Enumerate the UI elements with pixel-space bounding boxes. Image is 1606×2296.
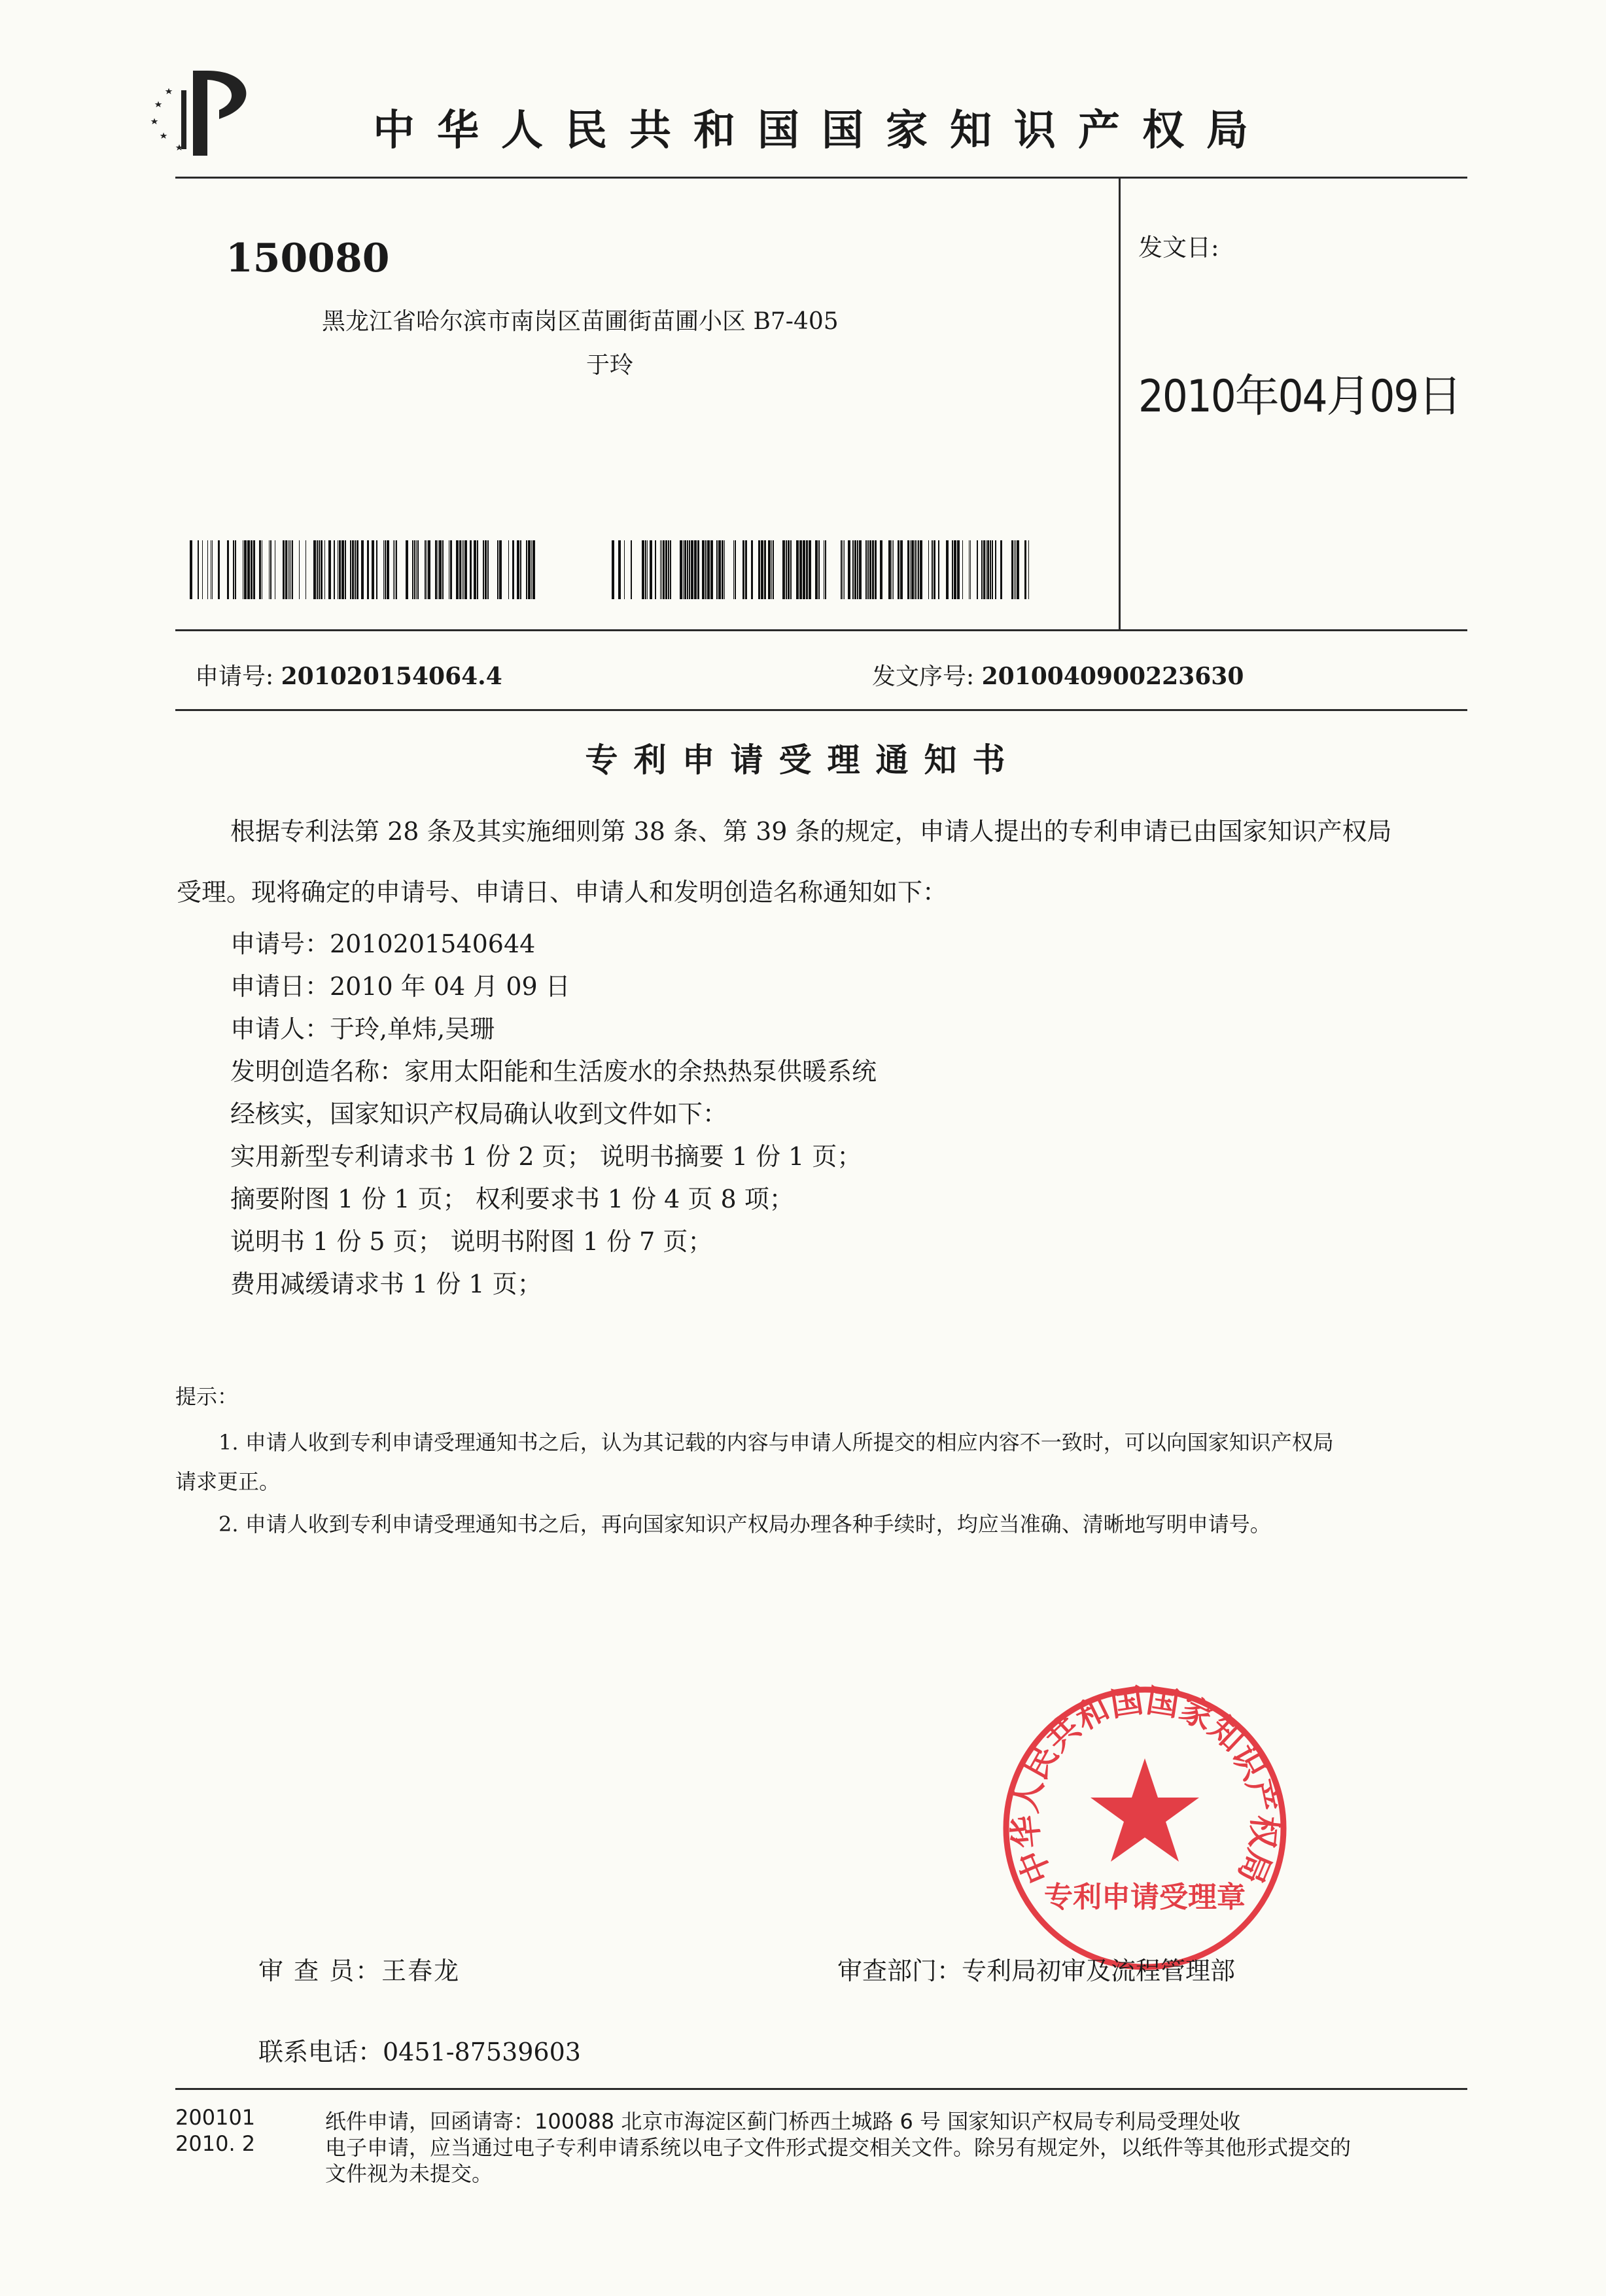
electronic-instructions: 电子申请，应当通过电子专利申请系统以电子文件形式提交相关文件。除另有规定外，以纸件等其他形式提交的 xyxy=(325,2135,1352,2160)
barcode xyxy=(612,540,1032,599)
dispatch-date-label: 发文日: xyxy=(1138,234,1219,262)
application-number-value: 201020154064.4 xyxy=(281,663,502,690)
notice-paragraph: 受理。现将确定的申请号、申请日、申请人和发明创造名称通知如下： xyxy=(177,878,948,907)
form-code: 200101 xyxy=(175,2105,256,2130)
tip-item: 1. 申请人收到专利申请受理通知书之后，认为其记载的内容与申请人所提交的相应内容不一致时，可以向国家知识产权局 xyxy=(218,1430,1334,1455)
detail-filing-date: 申请日：2010 年 04 月 09 日 xyxy=(230,972,570,1001)
header-rule xyxy=(175,177,1467,179)
barcode xyxy=(190,540,535,599)
dispatch-date-value: 2010年04月09日 xyxy=(1138,371,1461,423)
mailing-instructions: 纸件申请，回函请寄：100088 北京市海淀区蓟门桥西土城路 6 号 国家知识产权局专利局受理处收 xyxy=(325,2109,1241,2134)
examiner: 审 查 员：王春龙 xyxy=(258,1957,461,1985)
detail-applicants: 申请人：于玲,单炜,吴珊 xyxy=(230,1015,495,1043)
recipient-name: 于玲 xyxy=(586,352,634,379)
electronic-instructions-continued: 文件视为未提交。 xyxy=(325,2161,493,2186)
notice-title: 专利申请受理通知书 xyxy=(585,741,1021,779)
examination-department: 审查部门：专利局初审及流程管理部 xyxy=(837,1957,1236,1985)
seal-ring-text: 中华人民共和国国家知识产权局 xyxy=(1005,1681,1285,1890)
detail-application-number: 申请号：2010201540644 xyxy=(230,930,536,958)
received-document: 费用减缓请求书 1 份 1 页； xyxy=(230,1270,542,1298)
tips-label: 提示： xyxy=(175,1384,239,1409)
seal-bottom-text: 专利申请受理章 xyxy=(1044,1881,1246,1914)
mailing-address: 黑龙江省哈尔滨市南岗区苗圃街苗圃小区 B7-405 xyxy=(322,308,839,335)
document-number-label: 发文序号: xyxy=(872,663,975,690)
detail-received-intro: 经核实，国家知识产权局确认收到文件如下： xyxy=(230,1100,728,1128)
official-seal xyxy=(998,1681,1292,1975)
footer-rule xyxy=(175,2088,1467,2090)
column-divider xyxy=(1119,178,1121,631)
application-number-row xyxy=(195,658,502,691)
contact-phone: 联系电话：0451-87539603 xyxy=(258,2038,581,2066)
notice-paragraph: 根据专利法第 28 条及其实施细则第 38 条、第 39 条的规定，申请人提出的专利申请已由国家知识产权局 xyxy=(230,817,1392,846)
application-number-label: 申请号: xyxy=(195,663,274,690)
address-rule xyxy=(175,629,1467,631)
detail-invention-title: 发明创造名称：家用太阳能和生活废水的余热热泵供暖系统 xyxy=(230,1057,877,1086)
document-number-value: 2010040900223630 xyxy=(981,663,1244,690)
tip-item: 2. 申请人收到专利申请受理通知书之后，再向国家知识产权局办理各种手续时，均应当准确、清晰地写明申请号。 xyxy=(218,1512,1271,1537)
received-document: 实用新型专利请求书 1 份 2 页； 说明书摘要 1 份 1 页； xyxy=(230,1142,862,1171)
form-date: 2010. 2 xyxy=(175,2131,256,2156)
postcode: 150080 xyxy=(226,235,390,281)
tip-item-continued: 请求更正。 xyxy=(175,1469,281,1494)
received-document: 摘要附图 1 份 1 页； 权利要求书 1 份 4 页 8 项； xyxy=(230,1185,794,1213)
numbers-rule xyxy=(175,709,1467,711)
document-number-row xyxy=(872,658,1244,691)
patent-office-logo xyxy=(147,64,268,159)
received-document: 说明书 1 份 5 页； 说明书附图 1 份 7 页； xyxy=(230,1227,713,1256)
office-title: 中华人民共和国国家知识产权局 xyxy=(373,107,1270,155)
